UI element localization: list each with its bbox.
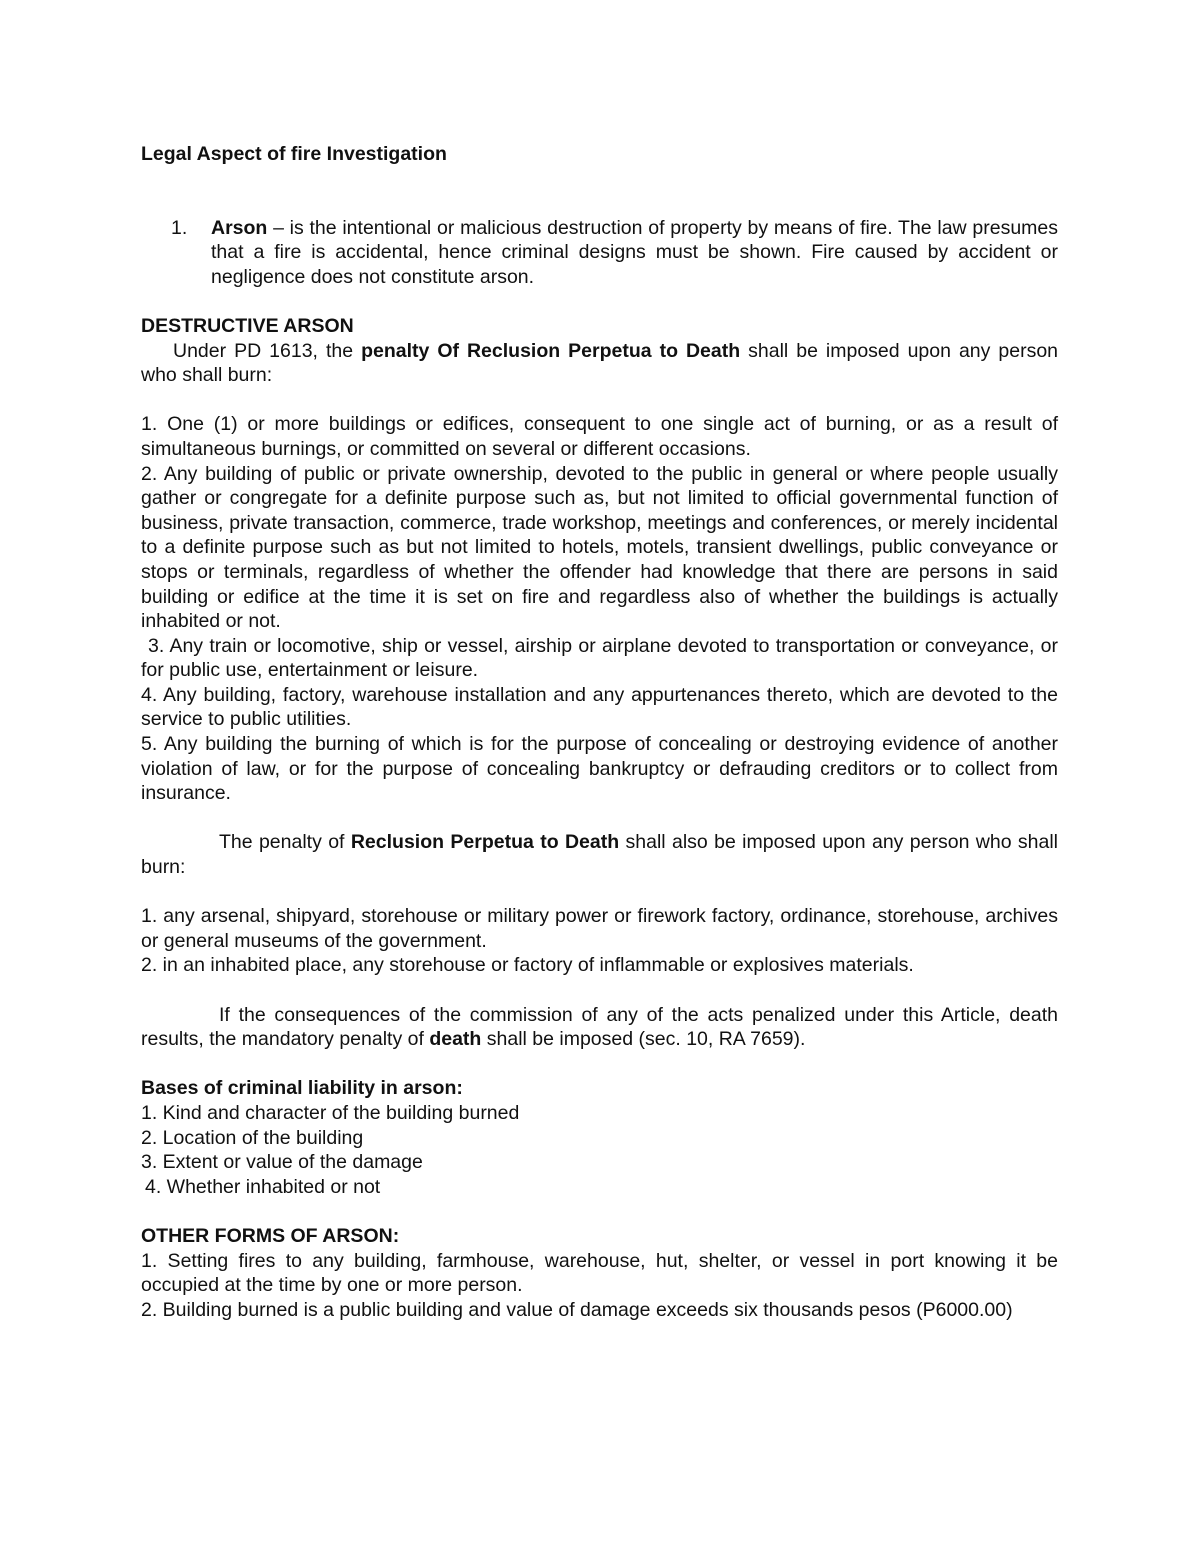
destructive-item: 1. One (1) or more buildings or edifices, consequent to one single act of burning, or as a result of simultaneous burnings, or committed on several or different occasions.	[141, 413, 1058, 460]
list-number: 1.	[171, 216, 188, 239]
death-penalty-paragraph: If the consequences of the commission of any of the acts penalized under this Article, death results, the mandatory penalty of death shall be imposed (sec. 10, RA 7659).	[141, 1003, 1058, 1051]
destructive-item: 4. Any building, factory, warehouse installation and any appurtenances thereto, which are devoted to the service to public utilities.	[141, 683, 1058, 731]
document-page	[141, 142, 1058, 1322]
other-item: 1. Setting fires to any building, farmhouse, warehouse, hut, shelter, or vessel in port knowing it be occupied at the time by one or more person.	[141, 1249, 1058, 1297]
bases-item: 4. Whether inhabited or not	[145, 1175, 381, 1198]
document-title: Legal Aspect of fire Investigation	[141, 143, 447, 165]
destructive-arson-heading: DESTRUCTIVE ARSON	[141, 314, 354, 337]
other-item: 2. Building burned is a public building and value of damage exceeds six thousands pesos (P6000.00)	[141, 1298, 1013, 1321]
destructive-intro: Under PD 1613, the penalty Of Reclusion Perpetua to Death shall be imposed upon any person who shall burn:	[141, 339, 1059, 387]
arson-term: Arson	[211, 216, 268, 239]
bases-heading: Bases of criminal liability in arson:	[141, 1077, 463, 1100]
arson-definition	[141, 216, 1058, 290]
also-item: 1. any arsenal, shipyard, storehouse or military power or firework factory, ordinance, storehouse, archives or general museums of the government.	[141, 905, 1058, 952]
arson-definition-text: – is the intentional or malicious destruction of property by means of fire. The law presumes that a fire is accidental, hence criminal designs must be shown. Fire caused by accident or negligence does not constitute arson.	[211, 216, 1058, 288]
destructive-item: 3. Any train or locomotive, ship or vessel, airship or airplane devoted to transportation or conveyance, or for public use, entertainment or leisure.	[141, 634, 1058, 682]
also-penalty-paragraph: The penalty of Reclusion Perpetua to Death shall also be imposed upon any person who shall burn:	[141, 831, 1059, 879]
also-item: 2. in an inhabited place, any storehouse or factory of inflammable or explosives materials.	[141, 954, 914, 977]
bases-item: 3. Extent or value of the damage	[141, 1151, 423, 1174]
destructive-item: 5. Any building the burning of which is for the purpose of concealing or destroying evidence of another violation of law, or for the purpose of concealing bankruptcy or defrauding creditors or to collect from insurance.	[141, 733, 1058, 805]
bases-item: 2. Location of the building	[141, 1126, 364, 1149]
other-forms-heading: OTHER FORMS OF ARSON:	[141, 1224, 400, 1247]
destructive-item: 2. Any building of public or private ownership, devoted to the public in general or where people usually gather or congregate for a definite purpose such as, but not limited to official governmental function of business, private transaction, commerce, trade workshop, meetings and conferences, or merely incidental to a definite purpose such as but not limited to hotels, motels, transient dwellings, public conveyance or stops or terminals, regardless of whether the offender had knowledge that there are persons in said building or edifice at the time it is set on fire and regardless also of whether the buildings is actually inhabited or not.	[141, 462, 1058, 633]
bases-item: 1. Kind and character of the building burned	[141, 1101, 520, 1124]
